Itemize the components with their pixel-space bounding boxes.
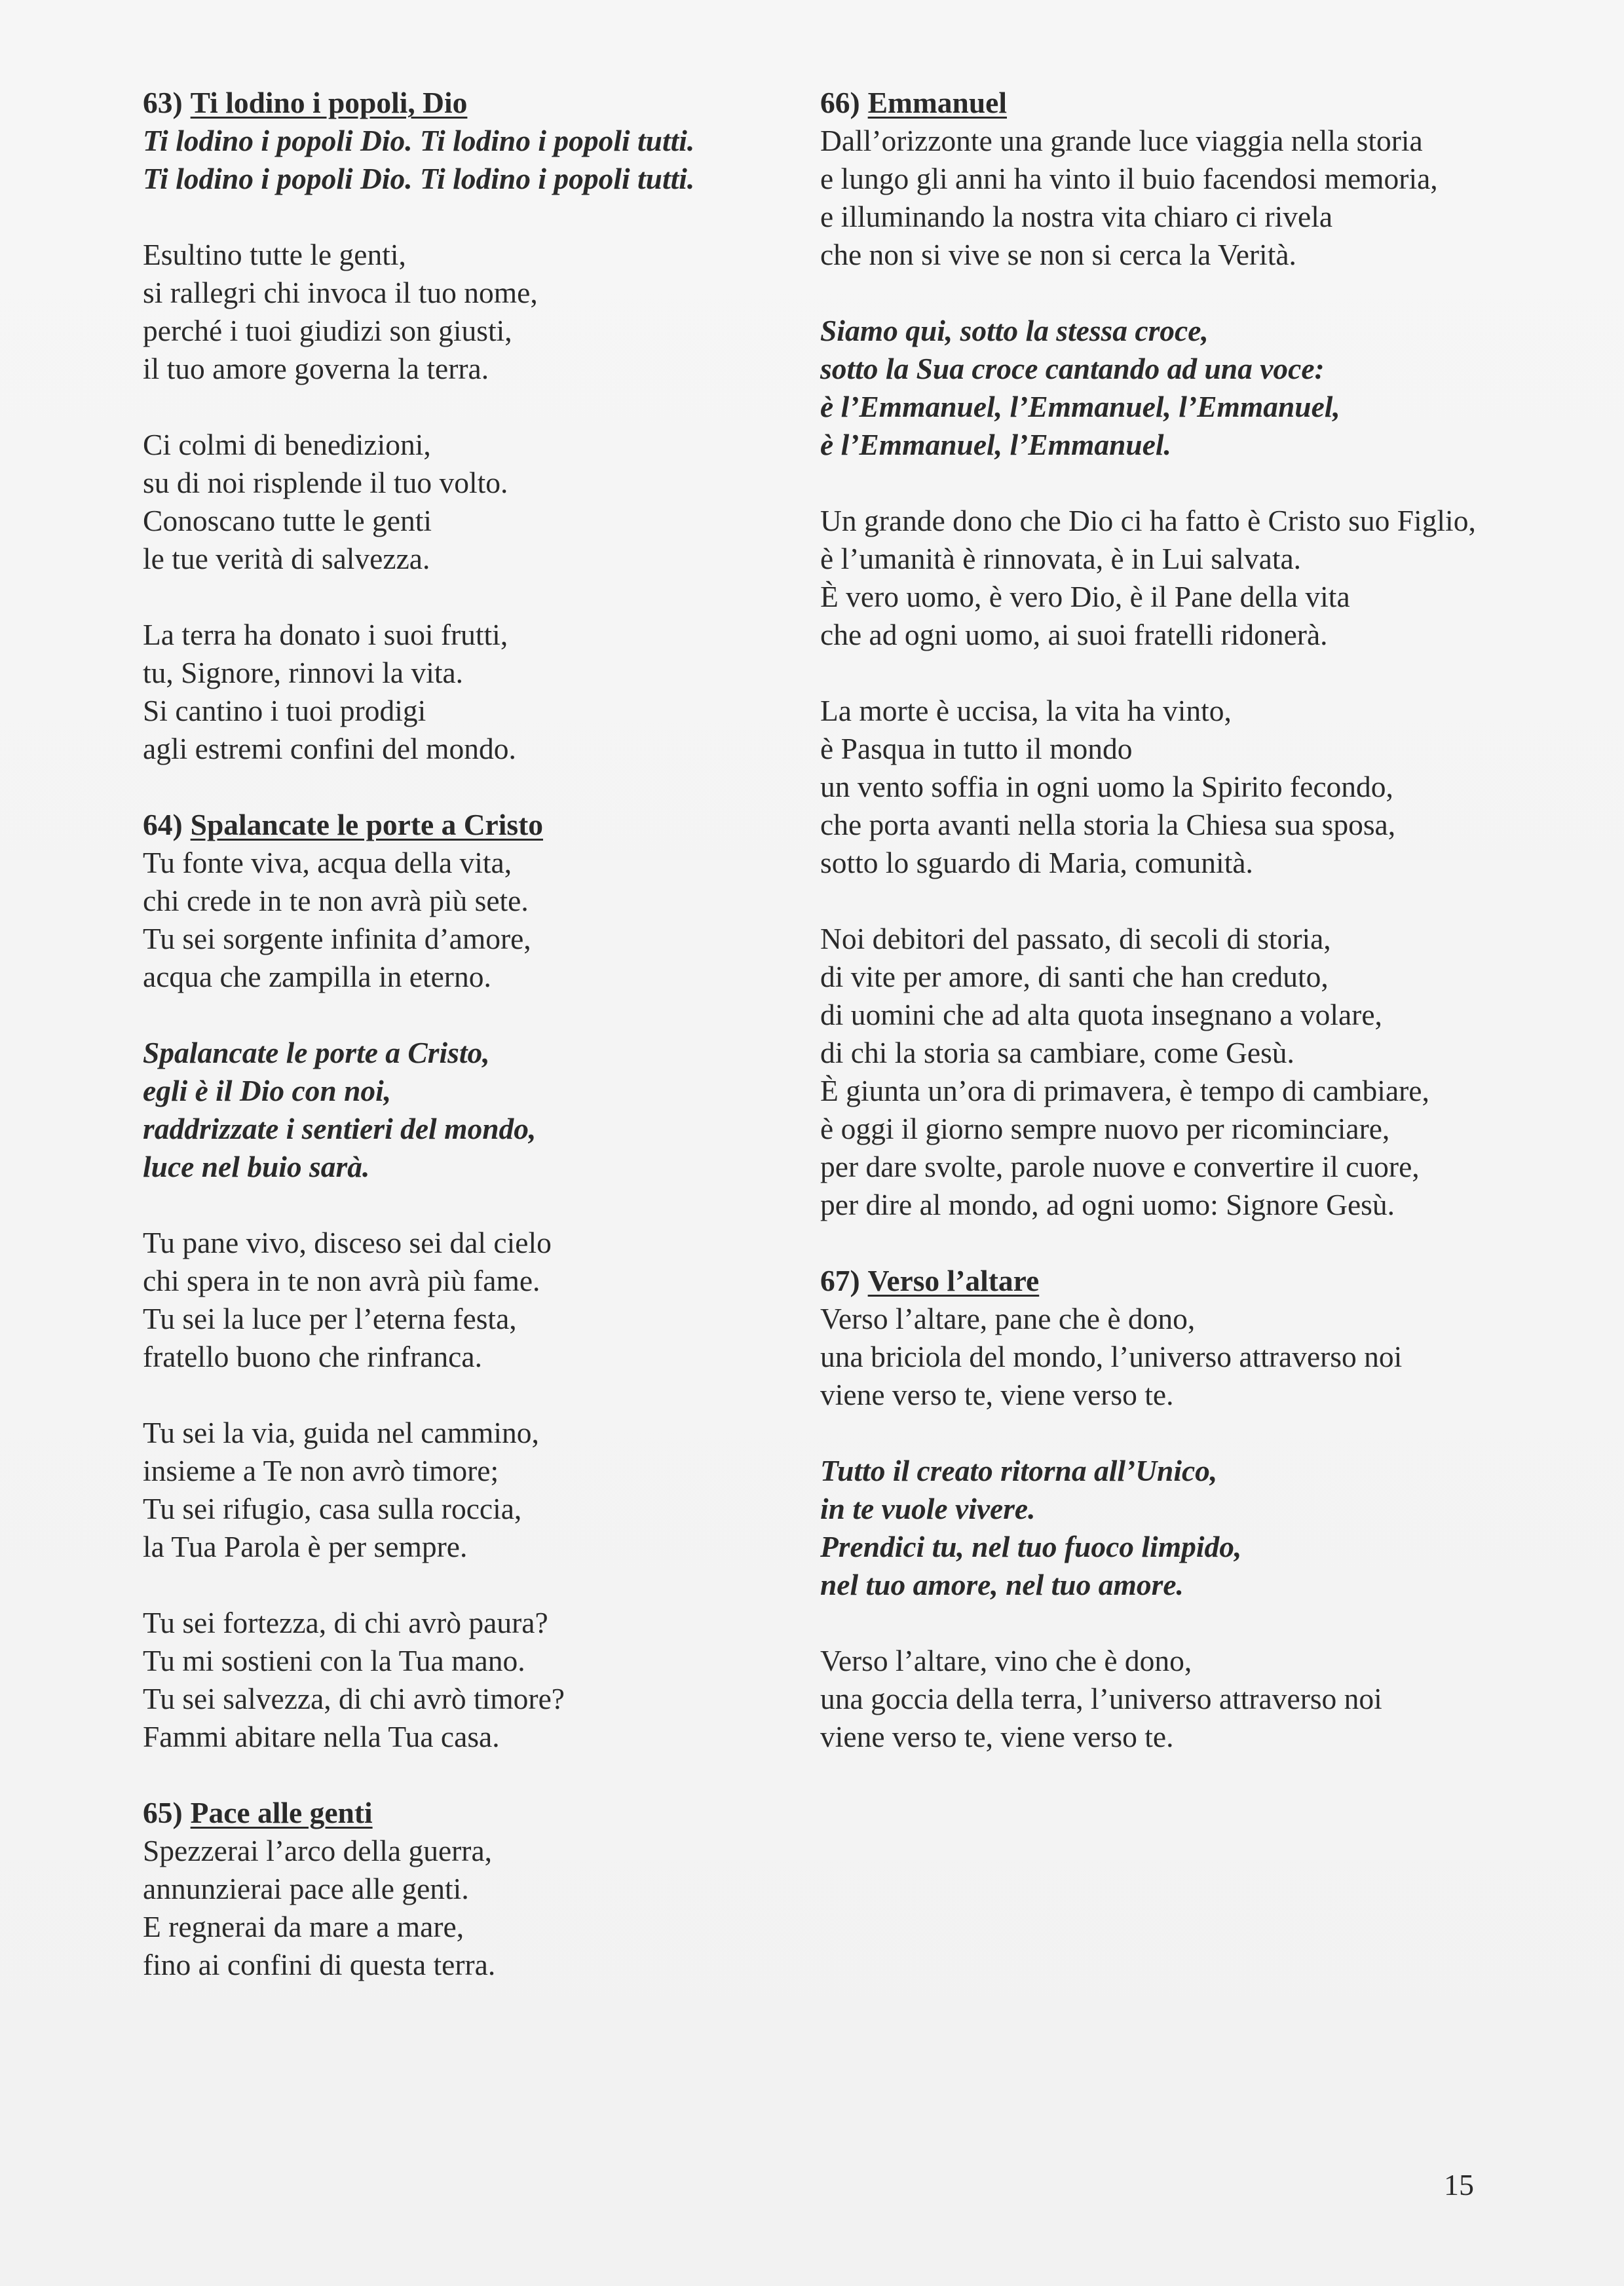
lyric-line: viene verso te, viene verso te. [820,1720,1174,1753]
lyric-line: È vero uomo, è vero Dio, è il Pane della vita [820,580,1350,613]
lyric-line: sotto lo sguardo di Maria, comunità. [820,846,1253,879]
song-number: 63) [143,86,183,119]
lyric-line: che porta avanti nella storia la Chiesa sua sposa, [820,808,1396,841]
song-title [820,1262,1547,1300]
lyric-line: la Tua Parola è per sempre. [143,1530,468,1563]
lyric-line: fino ai confini di questa terra. [143,1948,496,1981]
lyric-line: Ti lodino i popoli Dio. Ti lodino i popoli tutti. [143,124,695,157]
lyric-line: Ti lodino i popoli Dio. Ti lodino i popoli tutti. [143,162,695,195]
lyric-line: raddrizzate i sentieri del mondo, [143,1112,537,1145]
lyric-line: un vento soffia in ogni uomo la Spirito fecondo, [820,770,1393,803]
lyric-line: chi spera in te non avrà più fame. [143,1264,540,1297]
song-65 [143,1794,798,1984]
lyric-line: fratello buono che rinfranca. [143,1340,482,1373]
song-title [820,84,1547,122]
lyric-line: È giunta un’ora di primavera, è tempo di cambiare, [820,1074,1429,1107]
verse-stanza [143,236,798,388]
song-title [143,806,798,844]
lyric-line: è l’umanità è rinnovata, è in Lui salvata. [820,542,1302,575]
lyric-line: Fammi abitare nella Tua casa. [143,1720,500,1753]
lyric-line: Tu fonte viva, acqua della vita, [143,846,512,879]
lyric-line: che ad ogni uomo, ai suoi fratelli ridonerà. [820,618,1328,651]
lyric-line: nel tuo amore, nel tuo amore. [820,1568,1184,1601]
page-number: 15 [1444,2168,1474,2201]
song-number: 64) [143,808,183,841]
verse-stanza [143,844,798,996]
lyric-line: egli è il Dio con noi, [143,1074,392,1107]
song-name: Verso l’altare [867,1264,1040,1297]
lyric-line: Tu sei salvezza, di chi avrò timore? [143,1682,565,1715]
lyric-line: Spezzerai l’arco della guerra, [143,1834,493,1867]
lyric-line: di vite per amore, di santi che han creduto, [820,960,1329,993]
lyric-line: Conoscano tutte le genti [143,504,432,537]
lyric-line: su di noi risplende il tuo volto. [143,466,508,499]
lyric-line: agli estremi confini del mondo. [143,732,516,765]
song-number: 67) [820,1264,860,1297]
lyric-line: una briciola del mondo, l’universo attraverso noi [820,1340,1403,1373]
lyric-line: Dall’orizzonte una grande luce viaggia nella storia [820,124,1423,157]
verse-stanza [143,1224,798,1376]
lyric-line: Siamo qui, sotto la stessa croce, [820,314,1209,347]
lyric-line: Tu mi sostieni con la Tua mano. [143,1644,525,1677]
chorus-stanza [143,1034,798,1186]
lyric-line: E regnerai da mare a mare, [143,1910,464,1943]
lyric-line: è l’Emmanuel, l’Emmanuel. [820,428,1171,461]
lyric-line: è l’Emmanuel, l’Emmanuel, l’Emmanuel, [820,390,1340,423]
verse-stanza [143,1414,798,1566]
lyric-line: Tutto il creato ritorna all’Unico, [820,1454,1218,1487]
lyric-line: è oggi il giorno sempre nuovo per ricominciare, [820,1112,1390,1145]
lyric-line: Verso l’altare, pane che è dono, [820,1302,1196,1335]
lyric-line: Tu sei fortezza, di chi avrò paura? [143,1606,548,1639]
lyric-line: e illuminando la nostra vita chiaro ci rivela [820,200,1333,233]
lyric-line: Tu pane vivo, disceso sei dal cielo [143,1226,552,1259]
lyric-line: Prendici tu, nel tuo fuoco limpido, [820,1530,1242,1563]
verse-stanza [143,1604,798,1756]
lyric-line: Tu sei sorgente infinita d’amore, [143,922,531,955]
song-title [143,84,798,122]
lyric-line: perché i tuoi giudizi son giusti, [143,314,512,347]
lyric-line: chi crede in te non avrà più sete. [143,884,529,917]
lyric-line: e lungo gli anni ha vinto il buio facendosi memoria, [820,162,1438,195]
lyric-line: Un grande dono che Dio ci ha fatto è Cristo suo Figlio, [820,504,1476,537]
verse-stanza [143,616,798,768]
lyric-line: è Pasqua in tutto il mondo [820,732,1133,765]
verse-stanza [820,920,1547,1224]
song-name: Pace alle genti [190,1796,373,1829]
song-number: 65) [143,1796,183,1829]
song-64 [143,806,798,1756]
left-column [143,84,798,2022]
lyric-line: per dire al mondo, ad ogni uomo: Signore Gesù. [820,1188,1395,1221]
verse-stanza [820,1642,1547,1756]
lyric-line: le tue verità di salvezza. [143,542,430,575]
song-66 [820,84,1547,1224]
lyric-line: per dare svolte, parole nuove e convertire il cuore, [820,1150,1420,1183]
song-name: Spalancate le porte a Cristo [190,808,543,841]
song-67 [820,1262,1547,1756]
lyric-line: Esultino tutte le genti, [143,238,406,271]
lyric-line: in te vuole vivere. [820,1492,1036,1525]
verse-stanza [143,1832,798,1984]
lyric-line: il tuo amore governa la terra. [143,352,489,385]
lyric-line: Verso l’altare, vino che è dono, [820,1644,1192,1677]
song-63 [143,84,798,768]
lyric-line: di uomini che ad alta quota insegnano a volare, [820,998,1382,1031]
lyric-line: La terra ha donato i suoi frutti, [143,618,508,651]
song-name: Emmanuel [867,86,1008,119]
verse-stanza [820,692,1547,882]
song-number: 66) [820,86,860,119]
lyric-line: Tu sei rifugio, casa sulla roccia, [143,1492,522,1525]
lyric-line: una goccia della terra, l’universo attraverso noi [820,1682,1382,1715]
lyric-line: annunzierai pace alle genti. [143,1872,469,1905]
lyric-line: Tu sei la via, guida nel cammino, [143,1416,539,1449]
verse-stanza [820,122,1547,274]
lyric-line: acqua che zampilla in eterno. [143,960,491,993]
lyric-line: Tu sei la luce per l’eterna festa, [143,1302,517,1335]
lyric-line: Noi debitori del passato, di secoli di storia, [820,922,1331,955]
lyric-line: viene verso te, viene verso te. [820,1378,1174,1411]
lyric-line: La morte è uccisa, la vita ha vinto, [820,694,1232,727]
chorus-stanza [820,1452,1547,1604]
verse-stanza [820,502,1547,654]
lyric-line: Spalancate le porte a Cristo, [143,1036,490,1069]
chorus-stanza [143,122,798,198]
verse-stanza [820,1300,1547,1414]
lyric-line: insieme a Te non avrò timore; [143,1454,499,1487]
song-name: Ti lodino i popoli, Dio [190,86,468,119]
lyric-line: Si cantino i tuoi prodigi [143,694,426,727]
lyric-line: luce nel buio sarà. [143,1150,370,1183]
lyric-line: che non si vive se non si cerca la Verità. [820,238,1296,271]
song-title [143,1794,798,1832]
lyric-line: tu, Signore, rinnovi la vita. [143,656,464,689]
chorus-stanza [820,312,1547,464]
verse-stanza [143,426,798,578]
lyric-line: di chi la storia sa cambiare, come Gesù. [820,1036,1294,1069]
lyric-line: si rallegri chi invoca il tuo nome, [143,276,538,309]
lyric-line: Ci colmi di benedizioni, [143,428,431,461]
right-column [820,84,1547,1794]
lyric-line: sotto la Sua croce cantando ad una voce: [820,352,1325,385]
